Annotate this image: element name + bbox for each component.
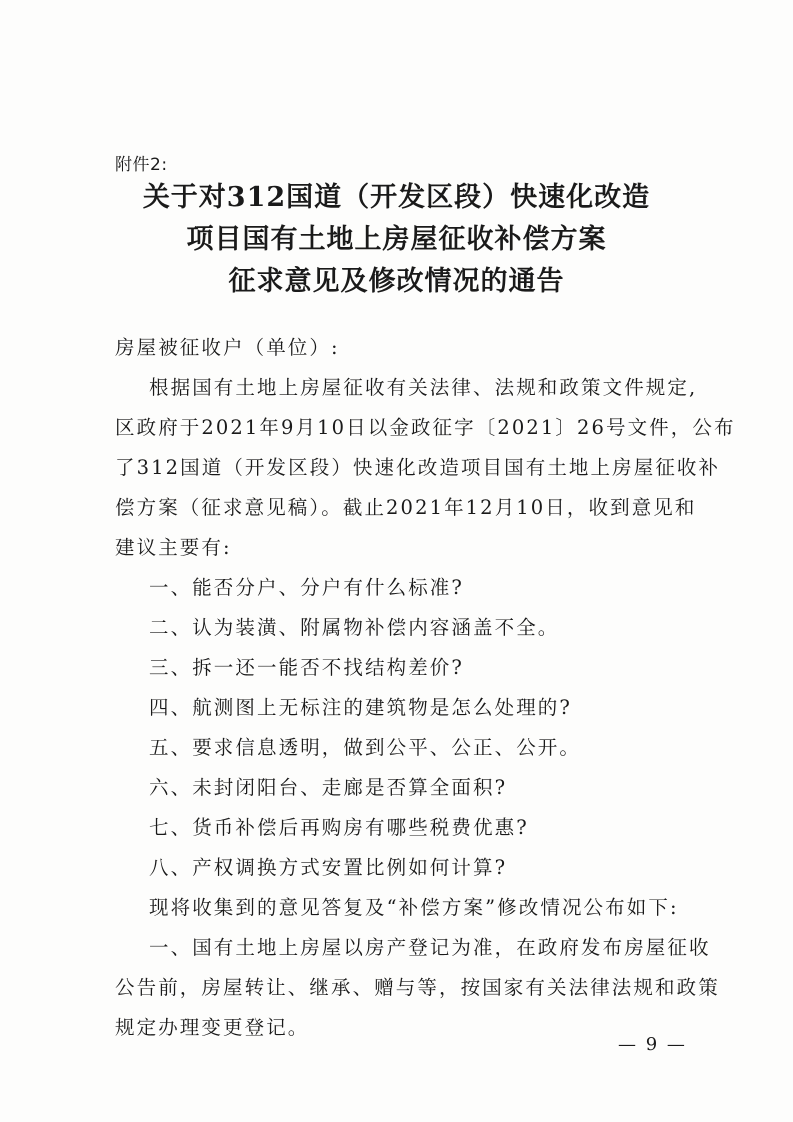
announcement: 现将收集到的意见答复及“补偿方案”修改情况公布如下: xyxy=(149,896,679,919)
page-number: — 9 — xyxy=(618,1034,687,1055)
title-line-3: 征求意见及修改情况的通告 xyxy=(228,266,565,297)
salutation: 房屋被征收户（单位）: xyxy=(115,336,340,359)
suggestion-item: 四、航测图上无标注的建筑物是怎么处理的? xyxy=(149,696,572,719)
suggestion-item: 六、未封闭阳台、走廊是否算全面积? xyxy=(149,776,508,799)
attachment-label: 附件2: xyxy=(115,155,168,175)
answer-line: 一、国有土地上房屋以房产登记为准，在政府发布房屋征收 xyxy=(149,936,711,959)
title-line-2: 项目国有土地上房屋征收补偿方案 xyxy=(186,224,607,255)
answer-line: 规定办理变更登记。 xyxy=(115,1016,310,1039)
suggestion-item: 五、要求信息透明，做到公平、公正、公开。 xyxy=(149,736,582,759)
intro-line: 偿方案（征求意见稿）。截止2021年12月10日，收到意见和 xyxy=(115,496,697,519)
suggestion-item: 二、认为装潢、附属物补偿内容涵盖不全。 xyxy=(149,616,560,639)
suggestion-item: 一、能否分户、分户有什么标准? xyxy=(149,576,464,599)
intro-line: 建议主要有: xyxy=(115,536,232,559)
suggestion-item: 三、拆一还一能否不找结构差价? xyxy=(149,656,464,679)
suggestion-item: 七、货币补偿后再购房有哪些税费优惠? xyxy=(149,816,529,839)
intro-line: 根据国有土地上房屋征收有关法律、法规和政策文件规定, xyxy=(149,376,698,399)
suggestion-item: 八、产权调换方式安置比例如何计算? xyxy=(149,856,508,879)
intro-line: 区政府于2021年9月10日以金政征字〔2021〕26号文件，公布 xyxy=(115,416,736,439)
intro-line: 了312国道（开发区段）快速化改造项目国有土地上房屋征收补 xyxy=(115,456,721,479)
answer-line: 公告前，房屋转让、继承、赠与等，按国家有关法律法规和政策 xyxy=(115,976,720,999)
title-line-1: 关于对312国道（开发区段）快速化改造 xyxy=(142,182,651,213)
